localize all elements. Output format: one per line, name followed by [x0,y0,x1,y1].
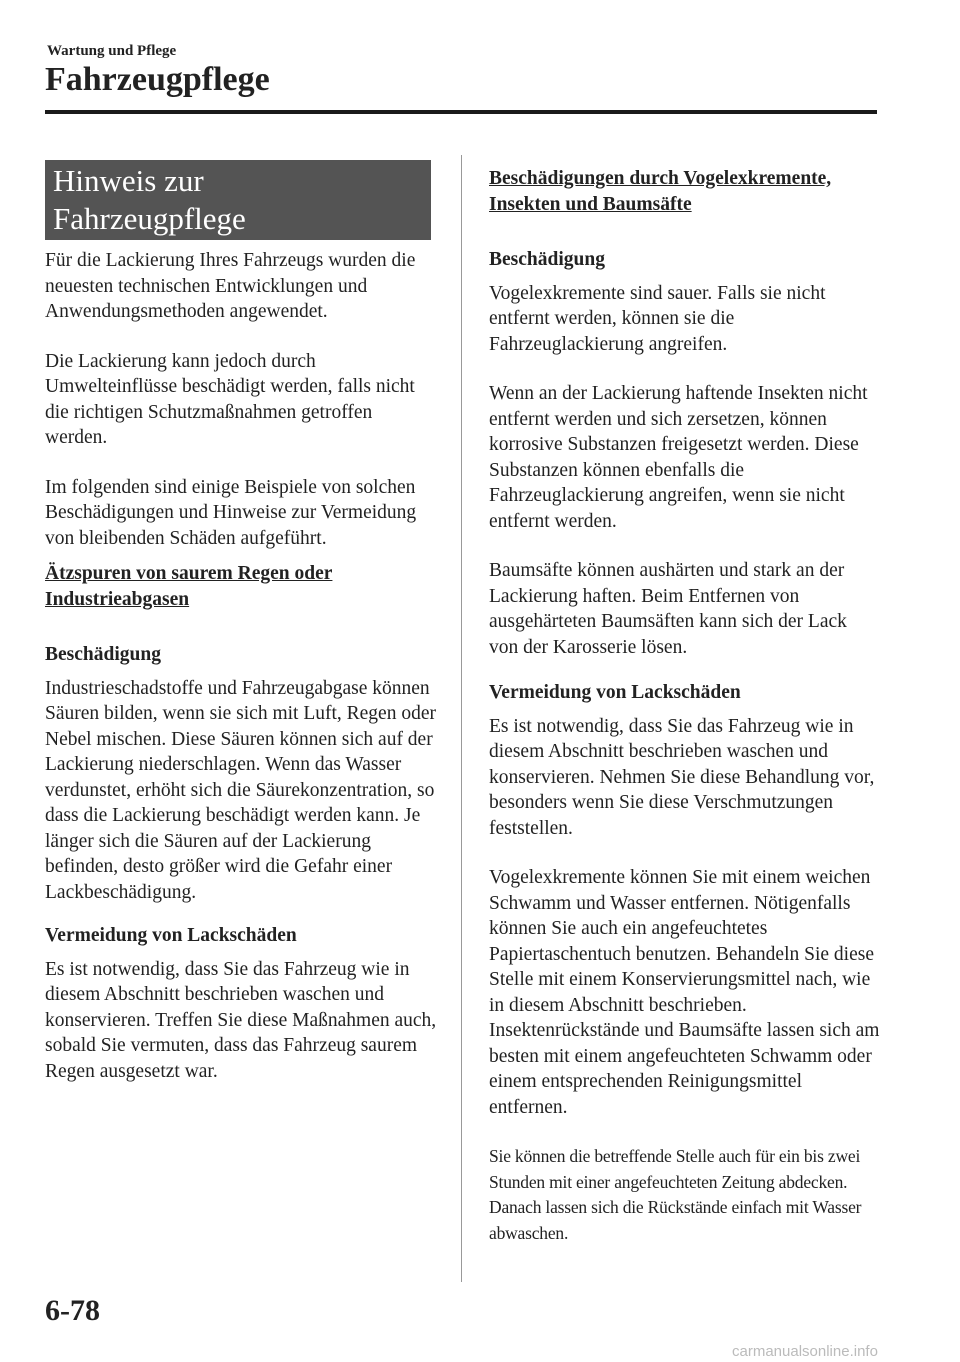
box-title-line-1: Hinweis zur [53,163,204,198]
damage-paragraph-1: Vogelexkremente sind sauer. Falls sie nicht entfernt werden, können sie die Fahrzeuglackierung angreifen. [489,282,826,355]
intro-paragraph-1: Für die Lackierung Ihres Fahrzeugs wurden die neuesten technischen Entwicklungen und Anwendungsmethoden angewendet. [45,250,416,322]
box-title-line-2: Fahrzeugpflege [53,201,246,236]
damage-heading-right: Beschädigung [489,249,605,270]
damage-paragraph-3: Baumsäfte können aushärten und stark an der Lackierung haften. Beim Entfernen von ausgehärteten Baumsäften kann sich der Lack von der Karosserie lösen. [489,560,847,658]
page-title: Fahrzeugpflege [45,61,270,98]
acid-rain-heading: Ätzspuren von saurem Regen oder Industrieabgasen [45,563,333,610]
prevention-heading-right: Vermeidung von Lackschäden [489,682,741,703]
damage-paragraph: Industrieschadstoffe und Fahrzeugabgase können Säuren bilden, wenn sie sich mit Luft, Regen oder Nebel mischen. Diese Säuren können sich auf der Lackierung niederschlagen. Wenn das Wasser verdunstet, erhöht sich die Säurekonzentration, so dass die Lackierung beschädigt werden kann. Je länger sich die Säuren auf der Lackierung befinden, desto größer wird die Gefahr einer Lackbeschädigung. [45,677,436,903]
intro-paragraph-3: Im folgenden sind einige Beispiele von solchen Beschädigungen und Hinweise zur Vermeidung von bleibenden Schäden aufgeführt. [45,476,417,549]
prevention-paragraph-2: Vogelexkremente können Sie mit einem weichen Schwamm und Wasser entfernen. Nötigenfalls können Sie auch ein angefeuchtetes Papiertaschentuch benutzen. Behandeln Sie diese Stelle mit einem Konservierungsmittel nach, wie in diesem Abschnitt beschrieben. Insektenrückstände und Baumsäfte lassen sich am besten mit einem angefeuchteten Schwamm oder einem entsprechenden Reinigungsmittel entfernen. [489,867,880,1118]
damage-heading: Beschädigung [45,644,161,665]
bird-droppings-heading: Beschädigungen durch Vogelexkremente, Insekten und Baumsäfte [489,168,832,215]
prevention-heading: Vermeidung von Lackschäden [45,925,297,946]
right-column [489,166,881,1246]
section-label: Wartung und Pflege [47,43,177,59]
section-title-box [45,160,431,240]
prevention-paragraph-1: Es ist notwendig, dass Sie das Fahrzeug wie in diesem Abschnitt beschrieben waschen und konservieren. Nehmen Sie diese Behandlung vor, besonders wenn Sie diese Verschmutzungen feststellen. [489,715,875,839]
damage-paragraph-2: Wenn an der Lackierung haftende Insekten nicht entfernt werden und sich zersetzen, können korrosive Substanzen freigesetzt werden. Diese Substanzen können ebenfalls die Fahrzeuglackierung angreifen, wenn sie nicht entfernt werden. [489,383,868,532]
page-number: 6-78 [45,1294,100,1327]
prevention-paragraph-3: Sie können die betreffende Stelle auch für ein bis zwei Stunden mit einer angefeuchteten Zeitung abdecken. Danach lassen sich die Rückstände einfach mit Wasser abwaschen. [489,1146,862,1243]
prevention-paragraph: Es ist notwendig, dass Sie das Fahrzeug wie in diesem Abschnitt beschrieben waschen und konservieren. Treffen Sie diese Maßnahmen auch, sobald Sie vermuten, dass das Fahrzeug saurem Regen ausgesetzt war. [45,958,437,1082]
column-divider [461,155,462,1282]
intro-paragraph-2: Die Lackierung kann jedoch durch Umwelteinflüsse beschädigt werden, falls nicht die richtigen Schutzmaßnahmen getroffen werden. [45,350,415,448]
header-rule [45,110,877,114]
left-column [45,160,437,1084]
watermark: carmanualsonline.info [732,1343,878,1360]
